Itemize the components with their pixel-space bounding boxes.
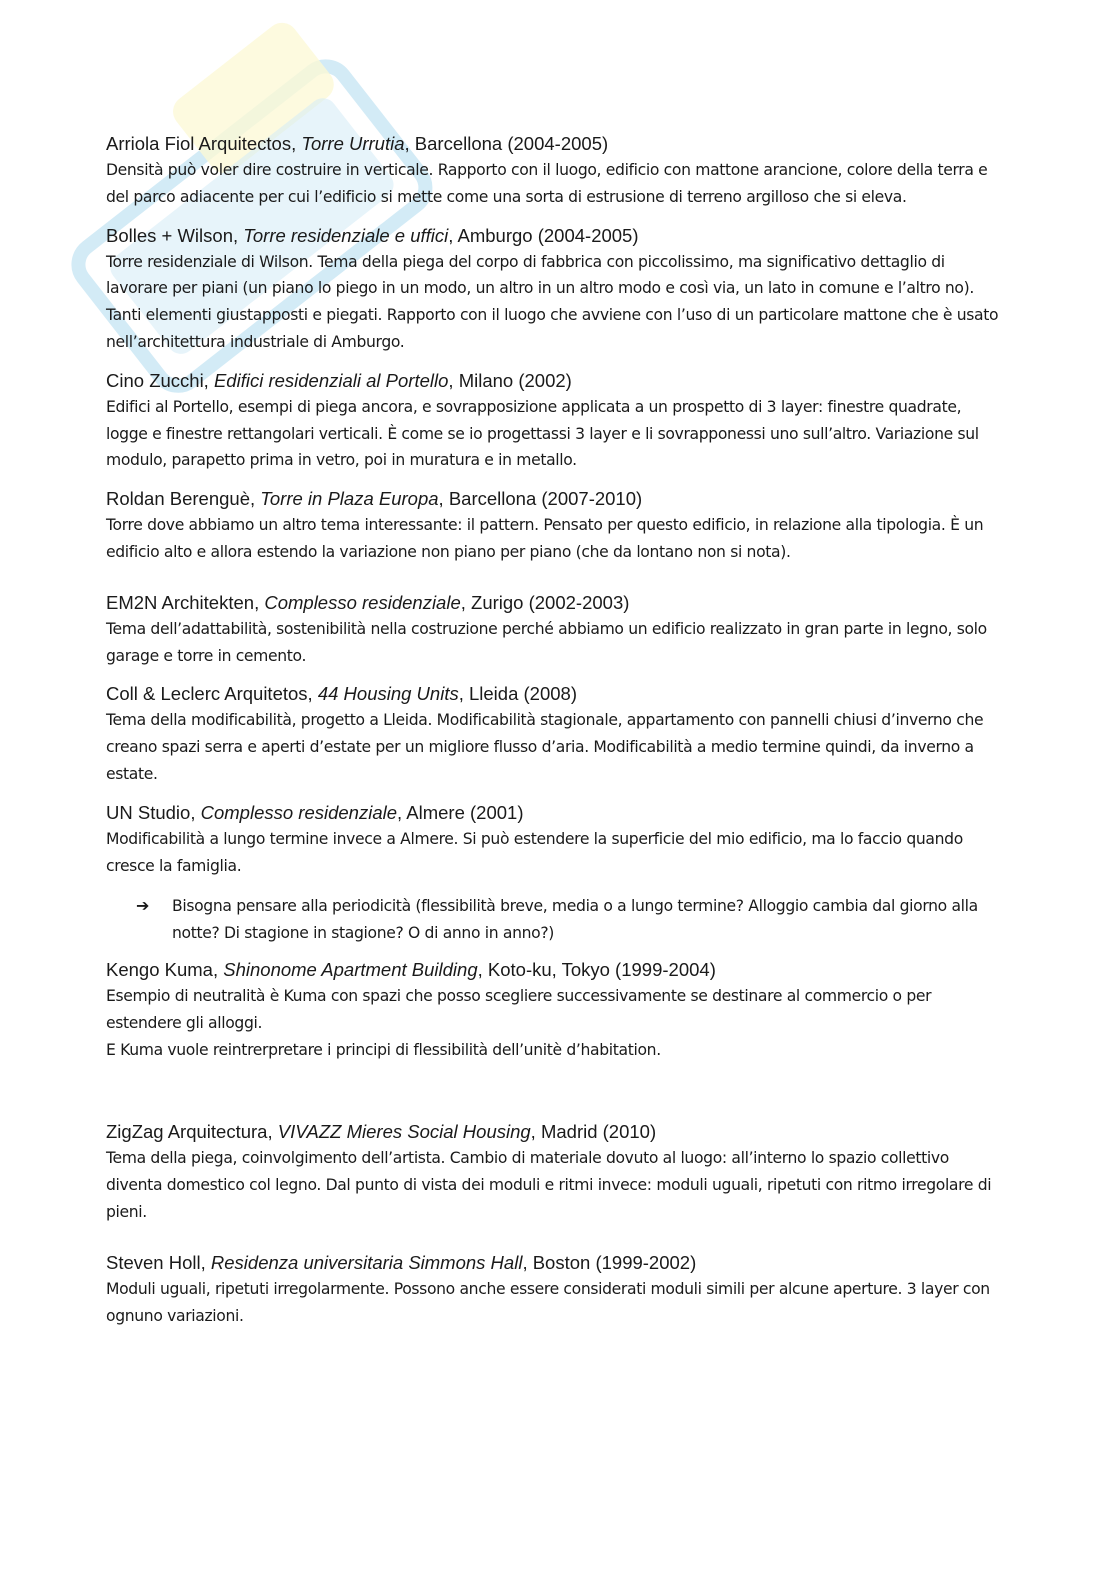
entry-heading: EM2N Architekten, Complesso residenziale, Zurigo (2002-2003) — [106, 591, 630, 613]
entry-heading: ZigZag Arquitectura, VIVAZZ Mieres Social Housing, Madrid (2010) — [106, 1121, 657, 1143]
entry-text: Modificabilità a lungo termine invece a Almere. Si può estendere la superficie del mio edificio, ma lo faccio quando cresce la famiglia. — [106, 829, 963, 875]
entry-un-studio — [106, 800, 1006, 880]
entry-bolles-wilson — [106, 223, 1006, 356]
entry-heading: Coll & Leclerc Arquitetos, 44 Housing Units, Lleida (2008) — [106, 683, 577, 705]
bullet-note — [106, 893, 1006, 947]
entry-heading: Arriola Fiol Arquitectos, Torre Urrutia, Barcellona (2004-2005) — [106, 133, 609, 154]
entry-heading: Cino Zucchi, Edifici residenziali al Portello, Milano (2002) — [106, 369, 572, 391]
entry-holl — [106, 1250, 1006, 1330]
document-page — [106, 131, 1006, 1329]
entry-heading: Roldan Berenguè, Torre in Plaza Europa, Barcellona (2007-2010) — [106, 488, 643, 510]
entry-text: Edifici al Portello, esempi di piega ancora, e sovrapposizione applicata a un prospetto di 3 layer: finestre quadrate, logge e finestre rettangolari verticali. È come se io progettassi 3 layer e li sovrapponessi uno sull’altro. Variazione sul modulo, parapetto prima in vetro, poi in muratura e in metallo. — [106, 397, 979, 470]
entry-coll-leclerc — [106, 681, 1006, 787]
entry-zucchi — [106, 368, 1006, 474]
entry-text: Torre dove abbiamo un altro tema interessante: il pattern. Pensato per questo edificio, in relazione alla tipologia. È un edificio alto e allora estendo la variazione non piano per piano (che da lontano non si nota). — [106, 516, 984, 561]
entry-heading: Steven Holl, Residenza universitaria Simmons Hall, Boston (1999-2002) — [106, 1251, 697, 1273]
entry-text: Tema della modificabilità, progetto a Lleida. Modificabilità stagionale, appartamento con pannelli chiusi d’inverno che creano spazi serra e aperti d’estate per un migliore flusso d’aria. Modificabilità a medio termine quindi, da inverno a estate. — [106, 711, 984, 783]
arrow-right-icon: ➔ — [136, 896, 150, 916]
entry-zigzag — [106, 1119, 1006, 1225]
entry-heading: Bolles + Wilson, Torre residenziale e uffici, Amburgo (2004-2005) — [106, 224, 639, 246]
entry-text: Tema della piega, coinvolgimento dell’artista. Cambio di materiale dovuto al luogo: all’interno lo spazio collettivo diventa domestico col legno. Dal punto di vista dei moduli e ritmi invece: moduli uguali, ripetuti con ritmo irregolare di pieni. — [106, 1149, 992, 1221]
entry-text: Torre residenziale di Wilson. Tema della piega del corpo di fabbrica con piccolissimo, ma significativo dettaglio di lavorare per piani (un piano lo piego in un modo, un altro in un altro modo e così via, un lato in comune e l’altro no). Tanti elementi giustapposti e piegati. Rapporto con il luogo che avviene con l’uso di un particolare mattone che è usato nell’architettura industriale di Amburgo. — [106, 252, 999, 351]
entry-text-2: E Kuma vuole reintrerpretare i principi di flessibilità dell’unitè d’habitation. — [106, 1040, 661, 1059]
entry-em2n — [106, 590, 1006, 670]
bullet-text: Bisogna pensare alla periodicità (flessibilità breve, media o a lungo termine? Alloggio cambia dal giorno alla notte? Di stagione in stagione? O di anno in anno?) — [172, 897, 978, 943]
entry-text: Tema dell’adattabilità, sostenibilità nella costruzione perché abbiamo un edificio realizzato in gran parte in legno, solo garage e torre in cemento. — [106, 619, 987, 665]
entry-arriola — [106, 131, 1006, 211]
entry-berengue — [106, 486, 1006, 566]
entry-kuma — [106, 957, 1006, 1063]
entry-text: Moduli uguali, ripetuti irregolarmente. Possono anche essere considerati moduli simili per alcune aperture. 3 layer con ognuno variazioni. — [106, 1279, 990, 1325]
entry-heading: Kengo Kuma, Shinonome Apartment Building, Koto-ku, Tokyo (1999-2004) — [106, 958, 716, 980]
entry-heading: UN Studio, Complesso residenziale, Almere (2001) — [106, 801, 524, 823]
entry-text: Densità può voler dire costruire in verticale. Rapporto con il luogo, edificio con mattone arancione, colore della terra e del parco adiacente per cui l’edificio si mette come una sorta di estrusione di terreno argilloso che si eleva. — [106, 161, 988, 206]
entry-text: Esempio di neutralità è Kuma con spazi che posso scegliere successivamente se destinare al commercio o per estendere gli alloggi. — [106, 986, 932, 1032]
